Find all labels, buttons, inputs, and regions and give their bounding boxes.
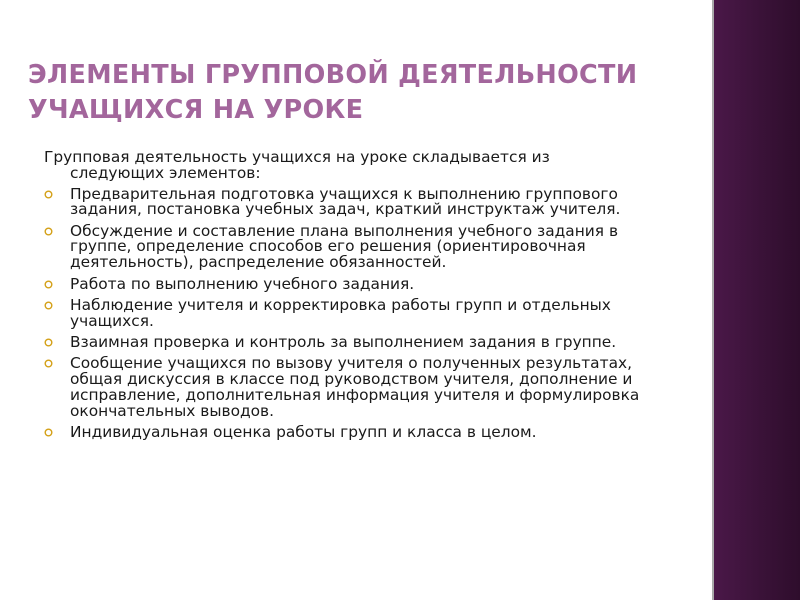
list-item xyxy=(44,274,644,293)
hollow-circle-bullet-icon xyxy=(44,280,53,289)
list-item xyxy=(44,295,644,330)
list-item-text: Взаимная проверка и контроль за выполнением задания в группе. xyxy=(70,332,617,351)
decorative-side-band xyxy=(714,0,800,600)
hollow-circle-bullet-icon xyxy=(44,227,53,236)
list-item xyxy=(44,221,644,272)
list-item-text: Предварительная подготовка учащихся к выполнению группового задания, постановка учебных задач, краткий инструктаж учителя. xyxy=(70,184,621,219)
intro-text xyxy=(44,150,644,182)
list-item xyxy=(44,422,644,441)
list-item-text: Работа по выполнению учебного задания. xyxy=(70,274,415,293)
intro-text-content: Групповая деятельность учащихся на уроке складывается из следующих элементов: xyxy=(44,148,550,182)
list-item xyxy=(44,356,644,419)
hollow-circle-bullet-icon xyxy=(44,190,53,199)
hollow-circle-bullet-icon xyxy=(44,359,53,368)
list-item-text: Обсуждение и составление плана выполнения учебного задания в группе, определение способов его решения (ориентировочная деятельность), распределение обязанностей. xyxy=(70,221,619,272)
list-item xyxy=(44,184,644,219)
list-item-text: Сообщение учащихся по вызову учителя о полученных результатах, общая дискуссия в классе под руководством учителя, дополнение и исправление, дополнительная информация учителя и формулировка окончательных выводов. xyxy=(70,354,640,420)
list-item xyxy=(44,332,644,351)
hollow-circle-bullet-icon xyxy=(44,338,53,347)
hollow-circle-bullet-icon xyxy=(44,428,53,437)
list-item-text: Индивидуальная оценка работы групп и класса в целом. xyxy=(70,422,537,441)
slide-title: ЭЛЕМЕНТЫ ГРУППОВОЙ ДЕЯТЕЛЬНОСТИ УЧАЩИХСЯ НА УРОКЕ xyxy=(28,60,638,125)
list-item-text: Наблюдение учителя и корректировка работы групп и отдельных учащихся. xyxy=(70,295,611,330)
bullet-list xyxy=(44,184,644,441)
hollow-circle-bullet-icon xyxy=(44,301,53,310)
slide-body xyxy=(44,150,644,446)
